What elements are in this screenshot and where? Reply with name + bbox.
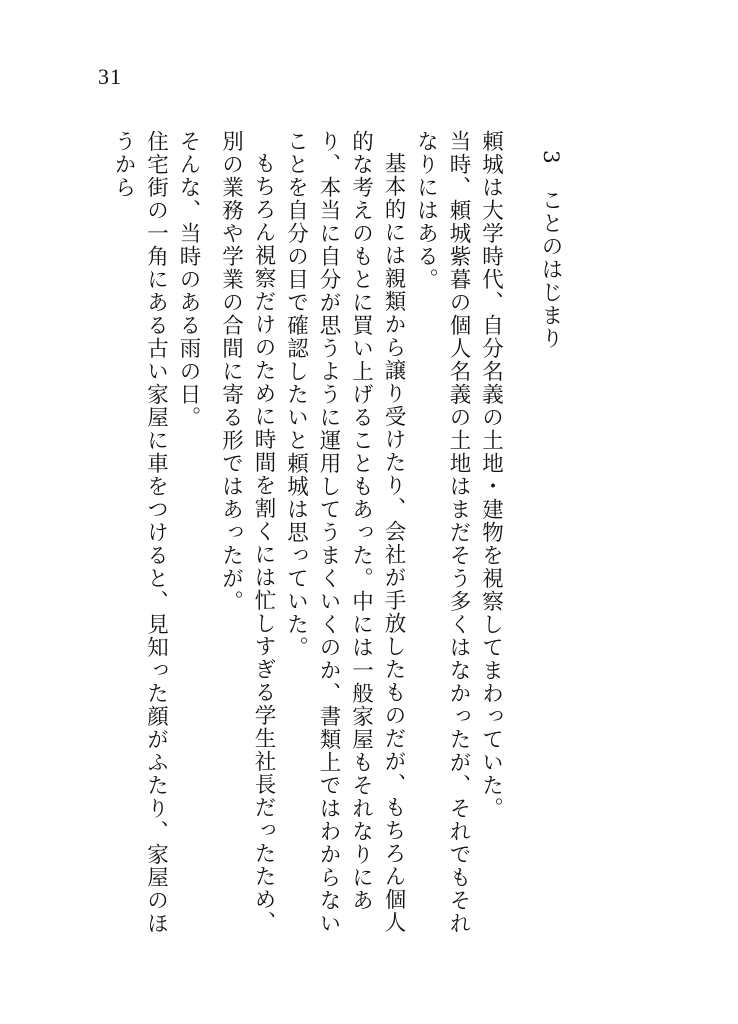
paragraph-6: 住宅街の一角にある古い家屋に車をつけると、見知った顔がふたり、家屋のほうから (111, 130, 169, 935)
page-number: 31 (98, 64, 122, 89)
paragraph-2: 当時、頼城紫暮の個人名義の土地はまだそう多くはなかったが、それでもそれなりにはある。 (413, 130, 471, 935)
paragraph-3: 基本的には親類から譲り受けたり、会社が手放したものだが、もちろん個人的な考えのもとに買い上げることもあった。中には一般家屋もそれなりにあり、本当に自分が思うように運用してうまくいくのか、書類上ではわからないことを自分の目で確認したいと頼城は思っていた。 (283, 130, 406, 935)
chapter-title: ことのはじまり (538, 189, 563, 351)
chapter-heading (534, 150, 567, 950)
paragraph-5: そんな、当時のある雨の日。 (176, 130, 201, 429)
chapter-number: 3 (538, 150, 563, 166)
vertical-text-body (107, 130, 567, 950)
paragraph-4: もちろん視察だけのために時間を割くには忙しすぎる学生社長だったため、別の業務や学業の合間に寄る形ではあったが。 (218, 130, 276, 934)
paragraph-1: 頼城は大学時代、自分名義の土地・建物を視察してまわっていた。 (478, 130, 504, 820)
